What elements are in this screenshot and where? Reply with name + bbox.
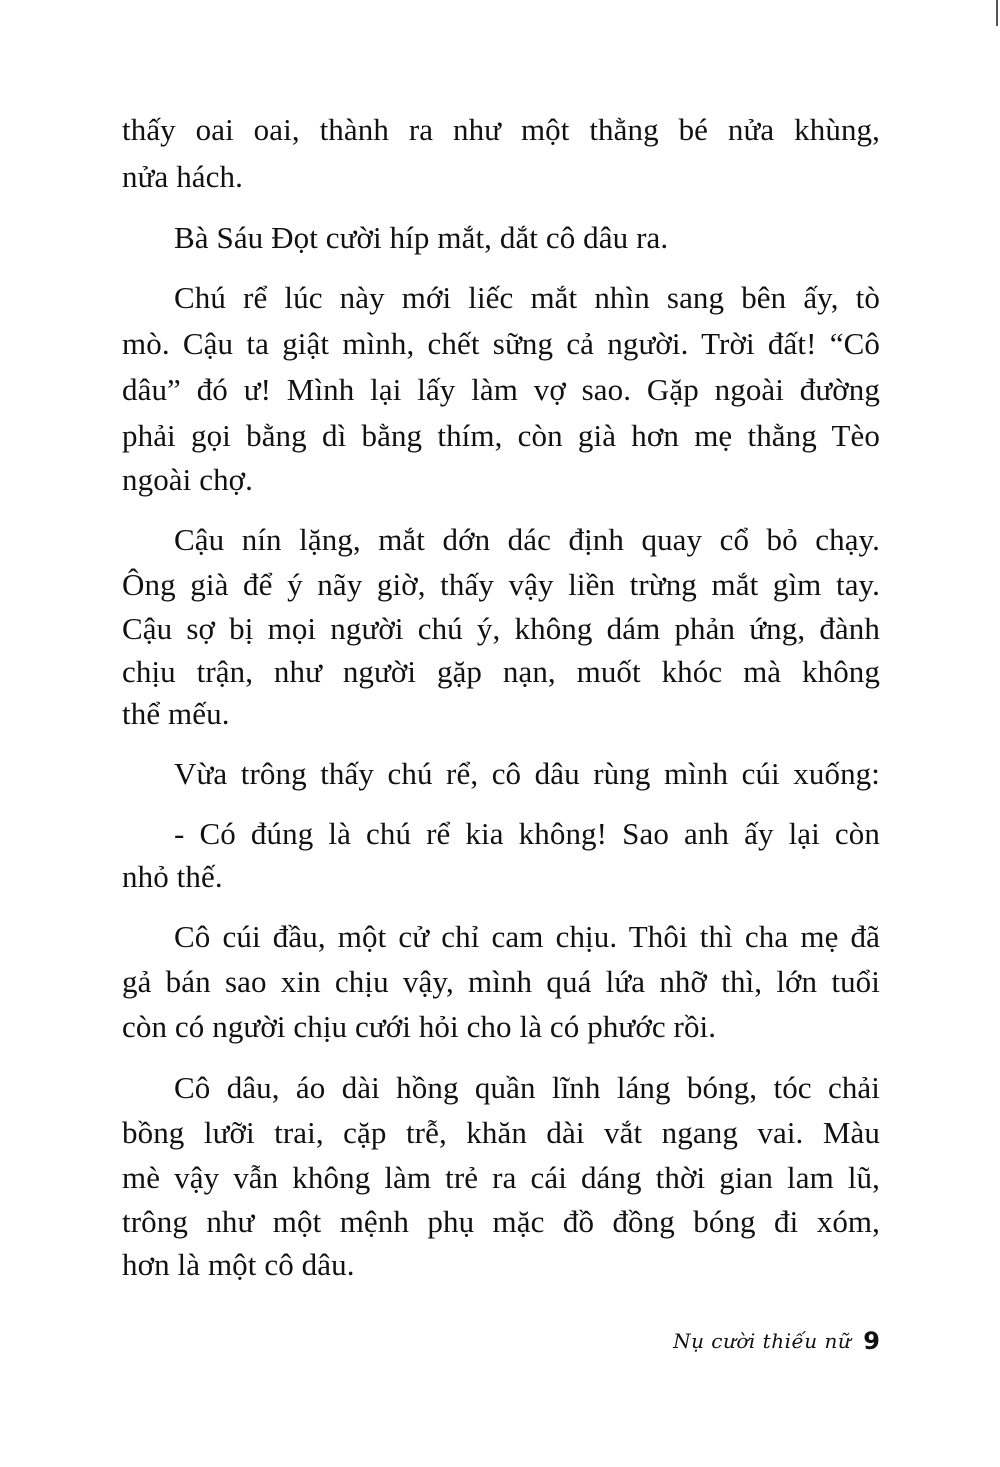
- text-line: phải gọi bằng dì bằng thím, còn già hơn mẹ thằng Tèo: [122, 418, 880, 453]
- text-line: Cô dâu, áo dài hồng quần lĩnh láng bóng, tóc chải: [174, 1070, 880, 1105]
- text-line: Vừa trông thấy chú rể, cô dâu rùng mình cúi xuống:: [174, 756, 880, 791]
- text-line: ngoài chợ.: [122, 462, 254, 497]
- scan-edge-mark: [996, 0, 998, 26]
- text-line: hơn là một cô dâu.: [122, 1247, 355, 1282]
- text-line: Chú rể lúc này mới liếc mắt nhìn sang bên ấy, tò: [174, 280, 880, 315]
- text-line: mè vậy vẫn không làm trẻ ra cái dáng thời gian lam lũ,: [122, 1160, 880, 1195]
- book-title: Nụ cười thiếu nữ: [673, 1329, 852, 1353]
- text-line: Cậu nín lặng, mắt dớn dác định quay cổ bỏ chạy.: [174, 522, 880, 557]
- text-line: Cô cúi đầu, một cử chỉ cam chịu. Thôi thì cha mẹ đã: [174, 919, 880, 954]
- text-line: dâu” đó ư! Mình lại lấy làm vợ sao. Gặp ngoài đường: [122, 372, 880, 407]
- page-footer: [673, 1326, 880, 1356]
- text-line: Ông già để ý nãy giờ, thấy vậy liền trừng mắt gìm tay.: [122, 567, 880, 602]
- text-line: nhỏ thế.: [122, 859, 223, 894]
- text-line: trông như một mệnh phụ mặc đồ đồng bóng đi xóm,: [122, 1204, 880, 1239]
- text-line: mò. Cậu ta giật mình, chết sững cả người. Trời đất! “Cô: [122, 326, 880, 361]
- text-line: nửa hách.: [122, 159, 243, 194]
- text-line: chịu trận, như người gặp nạn, muốt khóc mà không: [122, 654, 880, 689]
- text-line: thấy oai oai, thành ra như một thằng bé nửa khùng,: [122, 112, 880, 147]
- text-line: - Có đúng là chú rể kia không! Sao anh ấy lại còn: [174, 816, 880, 851]
- page-number: 9: [863, 1327, 880, 1355]
- text-line: thể mếu.: [122, 696, 230, 731]
- text-line: Cậu sợ bị mọi người chú ý, không dám phản ứng, đành: [122, 611, 880, 646]
- text-line: gả bán sao xin chịu vậy, mình quá lứa nhỡ thì, lớn tuổi: [122, 964, 880, 999]
- text-line: bồng lưỡi trai, cặp trễ, khăn dài vắt ngang vai. Màu: [122, 1115, 880, 1150]
- text-line: Bà Sáu Đọt cười híp mắt, dắt cô dâu ra.: [174, 220, 669, 255]
- text-line: còn có người chịu cưới hỏi cho là có phước rồi.: [122, 1009, 717, 1044]
